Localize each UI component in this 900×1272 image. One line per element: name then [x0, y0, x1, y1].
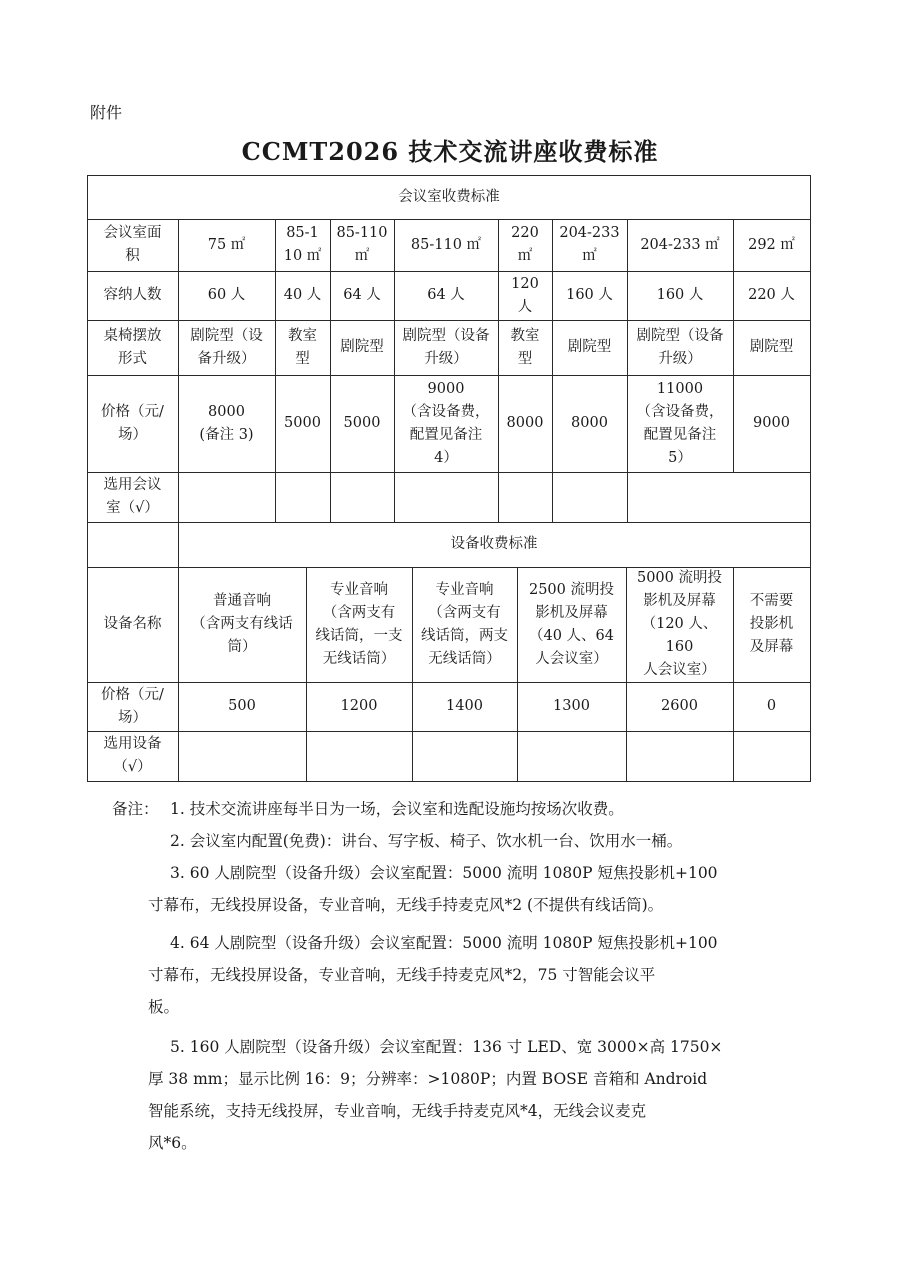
room-price: 5000 — [343, 415, 381, 431]
room-capacity: 120 人 — [511, 275, 539, 315]
room-capacity: 220 人 — [748, 287, 795, 303]
equipment-select-cell[interactable] — [178, 731, 306, 781]
note-line: 板。 — [148, 998, 180, 1016]
room-select-cell[interactable] — [552, 472, 627, 522]
note-line: 寸幕布，无线投屏设备，专业音响，无线手持麦克风*2，75 寸智能会议平 — [148, 966, 656, 984]
equipment-price: 1200 — [340, 698, 378, 714]
equipment-select-cell[interactable] — [412, 731, 517, 781]
note-line: 智能系统，支持无线投屏，专业音响，无线手持麦克风*4，无线会议麦克 — [148, 1102, 647, 1120]
room-area: 85-110 ㎡ — [336, 225, 388, 264]
room-area: 292 ㎡ — [748, 236, 795, 253]
layout-label: 桌椅摆放 形式 — [103, 327, 162, 367]
equipment-name: 5000 流明投 影机及屏幕 （120 人、160 人会议室） — [636, 570, 722, 678]
equipment-name: 2500 流明投 影机及屏幕 （40 人、64 人会议室） — [528, 581, 614, 667]
room-layout: 剧院型（设备 升级） — [402, 327, 490, 367]
equipment-price-label: 价格（元/ 场） — [101, 686, 164, 726]
note-line: 厚 38 mm；显示比例 16：9；分辨率：>1080P；内置 BOSE 音箱和 Android — [148, 1070, 708, 1088]
room-section-title: 会议室收费标准 — [398, 188, 500, 205]
room-layout: 剧院型 — [340, 339, 384, 355]
equipment-select-cell[interactable] — [626, 731, 733, 781]
room-capacity: 40 人 — [283, 287, 322, 303]
room-capacity: 60 人 — [207, 287, 246, 303]
room-layout: 剧院型 — [749, 339, 794, 355]
room-layout: 剧院型（设备 升级） — [636, 327, 724, 367]
room-layout: 剧院型 — [567, 339, 612, 355]
room-capacity: 160 人 — [566, 287, 613, 303]
room-price: 9000 （含设备费， 配置见备注 4） — [402, 380, 490, 466]
equipment-name: 普通音响 （含两支有线话 筒） — [191, 593, 293, 655]
room-price: 8000 — [571, 415, 608, 431]
room-price: 8000 (备注 3) — [199, 403, 254, 443]
room-layout: 剧院型（设 备升级） — [190, 327, 263, 367]
note-line: 4. 64 人剧院型（设备升级）会议室配置：5000 流明 1080P 短焦投影机+100 — [170, 934, 718, 952]
equipment-name: 专业音响 （含两支有 线话筒，一支 无线话筒） — [315, 581, 403, 667]
room-area: 85-110 ㎡ — [410, 236, 482, 253]
equipment-select-label: 选用设备 （√） — [103, 736, 162, 775]
room-price: 11000 （含设备费， 配置见备注 5） — [636, 380, 724, 466]
room-select-cell[interactable] — [275, 472, 330, 522]
equipment-name: 专业音响 （含两支有 线话筒，两支 无线话筒） — [421, 581, 508, 667]
room-price: 8000 — [506, 415, 544, 431]
room-capacity: 64 人 — [427, 287, 465, 303]
room-select-cell[interactable] — [498, 472, 552, 522]
room-area: 220 ㎡ — [511, 225, 539, 264]
room-price: 9000 — [753, 415, 790, 431]
room-select-cell[interactable] — [178, 472, 275, 522]
room-layout: 教室 型 — [510, 327, 540, 367]
room-select-cell[interactable] — [627, 472, 810, 522]
capacity-label: 容纳人数 — [103, 287, 162, 303]
room-area: 204-233 ㎡ — [640, 236, 720, 253]
equipment-price: 1300 — [553, 698, 590, 714]
equipment-select-cell[interactable] — [306, 731, 412, 781]
room-select-label: 选用会议 室（√） — [103, 477, 162, 516]
equipment-name-label: 设备名称 — [103, 616, 162, 632]
note-line: 风*6。 — [148, 1134, 197, 1152]
room-price: 5000 — [284, 415, 321, 431]
room-area: 85-1 10 ㎡ — [283, 225, 322, 264]
note-line: 1. 技术交流讲座每半日为一场，会议室和选配设施均按场次收费。 — [170, 800, 624, 818]
area-label: 会议室面 积 — [103, 225, 162, 264]
room-capacity: 64 人 — [343, 287, 381, 303]
room-layout: 教室 型 — [288, 327, 317, 367]
note-line: 寸幕布，无线投屏设备，专业音响，无线手持麦克风*2 (不提供有线话筒)。 — [148, 896, 664, 914]
equipment-price: 2600 — [661, 698, 698, 714]
note-line: 3. 60 人剧院型（设备升级）会议室配置：5000 流明 1080P 短焦投影机+100 — [170, 864, 718, 882]
room-area: 204-233 ㎡ — [559, 225, 620, 264]
equipment-select-cell[interactable] — [733, 731, 810, 781]
equipment-section-title: 设备收费标准 — [450, 536, 538, 552]
notes-label: 备注： — [112, 800, 159, 818]
room-area: 75 ㎡ — [207, 236, 246, 253]
note-line: 5. 160 人剧院型（设备升级）会议室配置：136 寸 LED、宽 3000×高 1750× — [170, 1038, 723, 1056]
room-select-cell[interactable] — [330, 472, 394, 522]
room-price-label: 价格（元/ 场） — [101, 403, 164, 443]
equipment-name: 不需要 投影机 及屏幕 — [749, 593, 794, 655]
room-select-cell[interactable] — [394, 472, 498, 522]
attachment-label: 附件 — [90, 103, 123, 122]
equipment-price: 0 — [766, 698, 777, 714]
note-line: 2. 会议室内配置(免费)：讲台、写字板、椅子、饮水机一台、饮用水一桶。 — [170, 832, 683, 850]
document-title: CCMT2026 技术交流讲座收费标准 — [241, 137, 659, 166]
equipment-select-cell[interactable] — [517, 731, 626, 781]
room-capacity: 160 人 — [656, 287, 704, 303]
equipment-price: 1400 — [446, 698, 483, 714]
equipment-price: 500 — [228, 698, 256, 714]
